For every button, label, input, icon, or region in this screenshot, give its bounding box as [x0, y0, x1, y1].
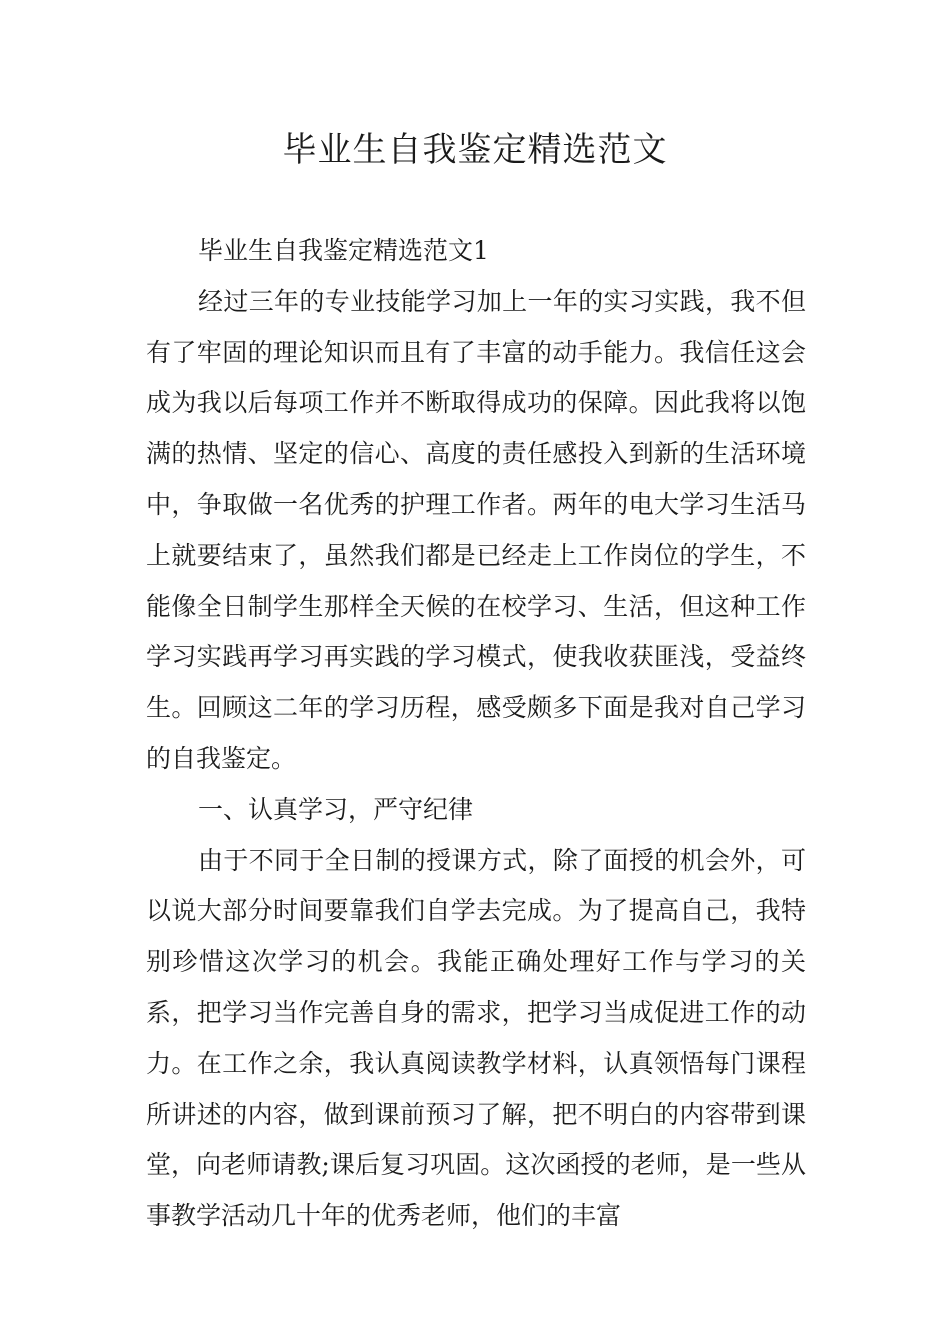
body-paragraph-2: 由于不同于全日制的授课方式，除了面授的机会外，可以说大部分时间要靠我们自学去完成。为了提高自己，我特别珍惜这次学习的机会。我能正确处理好工作与学习的关系，把学习当作完善自身的需求，把学习当成促进工作的动力。在工作之余，我认真阅读教学材料，认真领悟每门课程所讲述的内容，做到课前预习了解，把不明白的内容带到课堂，向老师请教;课后复习巩固。这次函授的老师，是一些从事教学活动几十年的优秀老师，他们的丰富	[146, 845, 806, 1231]
document-body	[146, 226, 806, 1242]
document-title: 毕业生自我鉴定精选范文	[282, 130, 668, 170]
section-heading-1: 毕业生自我鉴定精选范文1	[198, 236, 489, 265]
body-paragraph-1: 经过三年的专业技能学习加上一年的实习实践，我不但有了牢固的理论知识而且有了丰富的动手能力。我信任这会成为我以后每项工作并不断取得成功的保障。因此我将以饱满的热情、坚定的信心、高度的责任感投入到新的生活环境中，争取做一名优秀的护理工作者。两年的电大学习生活马上就要结束了，虽然我们都是已经走上工作岗位的学生，不能像全日制学生那样全天候的在校学习、生活，但这种工作学习实践再学习再实践的学习模式，使我收获匪浅，受益终生。回顾这二年的学习历程，感受颇多下面是我对自己学习的自我鉴定。	[146, 286, 806, 773]
section-heading-2: 一、认真学习，严守纪律	[198, 794, 474, 824]
